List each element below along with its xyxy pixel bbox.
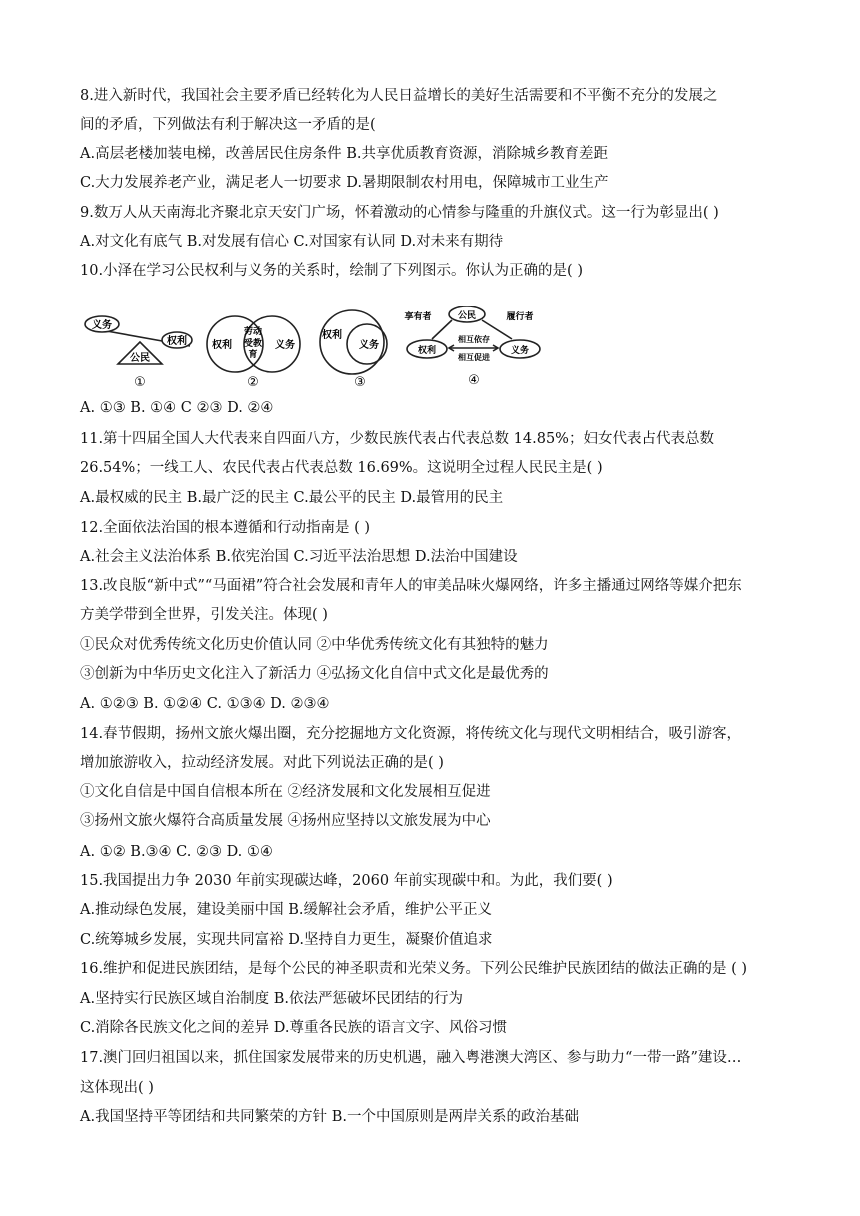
d4-rel2: 相互促进 xyxy=(458,353,490,362)
line-18: 14.春节假期，扬州文旅火爆出圈，充分挖掘地方文化资源，将传统文化与现代文明相结合，吸引游客， xyxy=(80,726,742,742)
line-27: A.坚持实行民族区域自治制度 B.依法严惩破坏民团结的行为 xyxy=(80,991,463,1007)
d4-rel1: 相互依存 xyxy=(458,335,490,344)
line-4: 9.数万人从天南海北齐聚北京天安门广场，怀着激动的心情参与隆重的升旗仪式。这一行为彰显出( ) xyxy=(80,205,719,221)
line-15: ①民众对优秀传统文化历史价值认同 ②中华优秀传统文化有其独特的魅力 xyxy=(80,637,549,653)
line-19: 增加旅游收入，拉动经济发展。对此下列说法正确的是( ) xyxy=(80,755,444,771)
line-23: 15.我国提出力争 2030 年前实现碳达峰，2060 年前实现碳中和。为此，我们要( ) xyxy=(80,873,613,889)
d3-duty: 义务 xyxy=(359,340,379,351)
line-26: 16.维护和促进民族团结，是每个公民的神圣职责和光荣义务。下列公民维护民族团结的做法正确的是 ( ) xyxy=(80,961,748,977)
d1-duty: 义务 xyxy=(92,320,112,331)
line-5: A.对文化有底气 B.对发展有信心 C.对国家有认同 D.对未来有期待 xyxy=(80,234,504,250)
line-1: 间的矛盾，下列做法有利于解决这一矛盾的是( xyxy=(80,117,376,133)
line-12: A.社会主义法治体系 B.依宪治国 C.习近平法治思想 D.法治中国建设 xyxy=(80,549,518,565)
line-22: A. ①② B.③④ C. ②③ D. ①④ xyxy=(80,844,273,860)
d3-right: 权利 xyxy=(322,330,342,341)
d4-right: 权利 xyxy=(417,346,437,356)
line-21: ③扬州文旅火爆符合高质量发展 ④扬州应坚持以文旅发展为中心 xyxy=(80,813,491,829)
line-17: A. ①②③ B. ①②④ C. ①③④ D. ②③④ xyxy=(80,696,330,712)
d1-citizen: 公民 xyxy=(130,353,150,364)
line-16: ③创新为中华历史文化注入了新活力 ④弘扬文化自信中式文化是最优秀的 xyxy=(80,666,549,682)
d2-num: ② xyxy=(247,375,259,390)
line-31: A.我国坚持平等团结和共同繁荣的方针 B.一个中国原则是两岸关系的政治基础 xyxy=(80,1109,579,1125)
d4-holder: 享有者 xyxy=(404,312,432,322)
d2-right: 权利 xyxy=(212,340,232,351)
line-3: C.大力发展养老产业，满足老人一切要求 D.暑期限制农村用电，保障城市工业生产 xyxy=(80,175,609,191)
line-20: ①文化自信是中国自信根本所在 ②经济发展和文化发展相互促进 xyxy=(80,784,491,800)
d2-edu2: 育 xyxy=(248,350,258,360)
line-11: 12.全面依法治国的根本遵循和行动指南是 ( ) xyxy=(80,520,371,536)
line-28: C.消除各民族文化之间的差异 D.尊重各民族的语言文字、风俗习惯 xyxy=(80,1020,508,1036)
d2-labor: 劳动 xyxy=(243,327,263,337)
line-13: 13.改良版“新中式”“马面裙”符合社会发展和青年人的审美品味火爆网络，许多主播通过网络等媒介把东 xyxy=(80,578,742,594)
line-25: C.统筹城乡发展，实现共同富裕 D.坚持自力更生，凝聚价值追求 xyxy=(80,932,493,948)
d1-num: ① xyxy=(134,375,146,390)
d2-duty: 义务 xyxy=(275,340,295,351)
line-0: 8.进入新时代，我国社会主要矛盾已经转化为人民日益增长的美好生活需要和不平衡不充分的发展之 xyxy=(80,88,718,104)
d2-edu: 受教 xyxy=(243,339,263,349)
d3-num: ③ xyxy=(354,375,366,390)
line-7: A. ①③ B. ①④ C ②③ D. ②④ xyxy=(80,400,274,416)
line-24: A.推动绿色发展，建设美丽中国 B.缓解社会矛盾，维护公平正义 xyxy=(80,902,492,918)
line-14: 方美学带到全世界，引发关注。体现( ) xyxy=(80,607,328,623)
line-9: 26.54%；一线工人、农民代表占代表总数 16.69%。这说明全过程人民民主是( ) xyxy=(80,460,603,476)
d4-citizen: 公民 xyxy=(457,311,477,321)
d4-num: ④ xyxy=(468,373,480,388)
d4-duty: 义务 xyxy=(510,346,530,356)
rights-duties-diagrams xyxy=(80,306,560,394)
line-2: A.高层老楼加装电梯，改善居民住房条件 B.共享优质教育资源，消除城乡教育差距 xyxy=(80,146,608,162)
d1-right: 权利 xyxy=(167,336,187,347)
line-29: 17.澳门回归祖国以来，抓住国家发展带来的历史机遇，融入粤港澳大湾区、参与助力“一带一路”建设… xyxy=(80,1050,742,1066)
line-6: 10.小泽在学习公民权利与义务的关系时，绘制了下列图示。你认为正确的是( ) xyxy=(80,263,583,279)
line-10: A.最权威的民主 B.最广泛的民主 C.最公平的民主 D.最管用的民主 xyxy=(80,490,504,506)
line-30: 这体现出( ) xyxy=(80,1080,154,1096)
d4-performer: 履行者 xyxy=(506,312,534,322)
line-8: 11.第十四届全国人大代表来自四面八方，少数民族代表占代表总数 14.85%；妇女代表占代表总数 xyxy=(80,431,714,447)
